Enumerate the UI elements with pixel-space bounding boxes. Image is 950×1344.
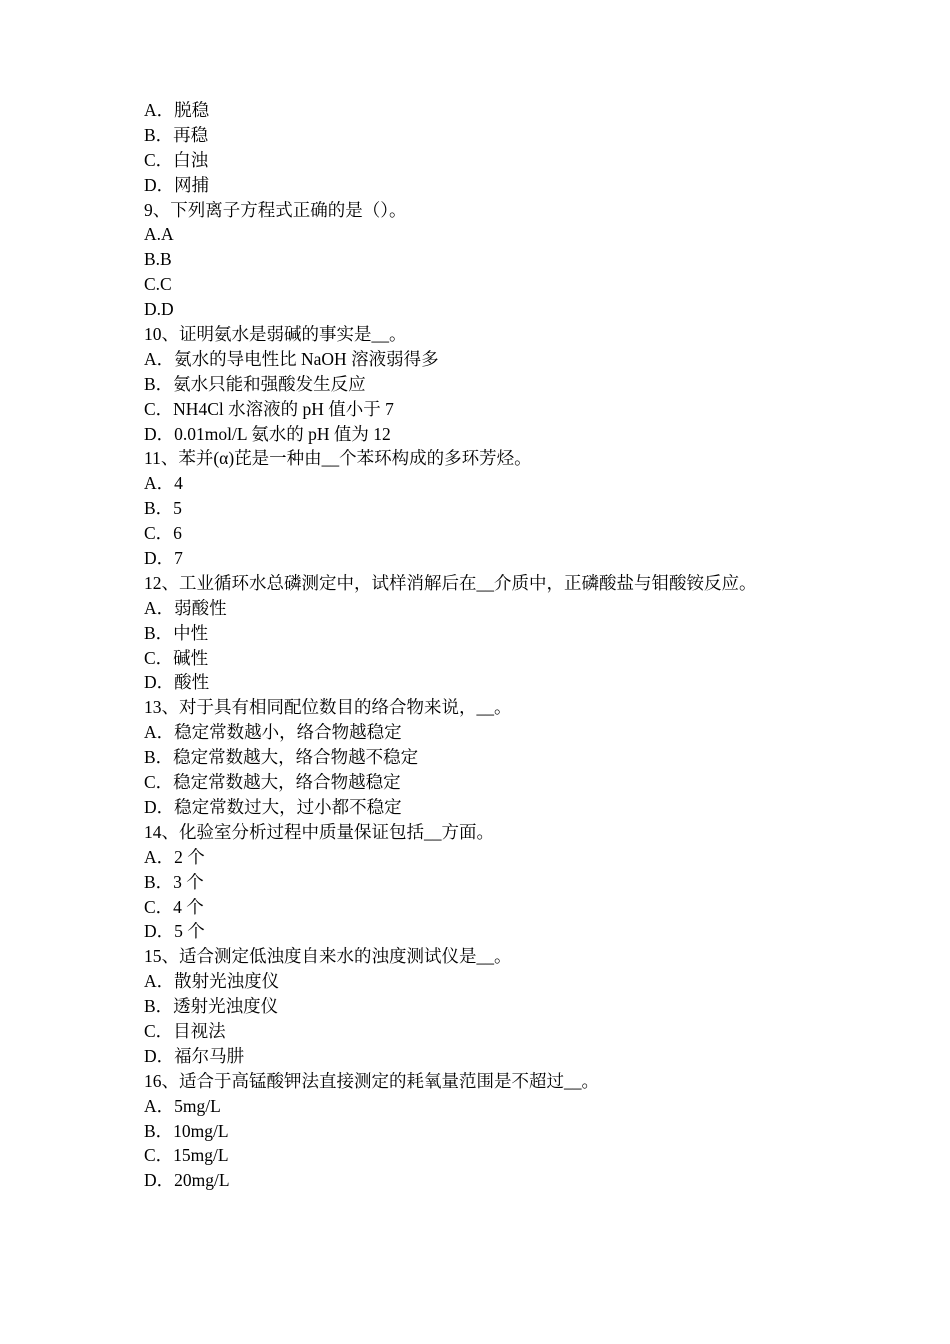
document-body [144, 98, 904, 1193]
option-line: A．弱酸性 [144, 597, 227, 618]
option-line: D．0.01mol/L 氨水的 pH 值为 12 [144, 423, 391, 444]
question-line: 9、下列离子方程式正确的是（）。 [144, 199, 407, 220]
option-line: D．5 个 [144, 921, 205, 942]
option-line: B．再稳 [144, 124, 209, 145]
question-line: 15、适合测定低浊度自来水的浊度测试仪是__。 [144, 946, 512, 967]
option-line: C．稳定常数越大，络合物越稳定 [144, 772, 401, 793]
option-line: B．透射光浊度仪 [144, 996, 279, 1017]
option-line: C．碱性 [144, 647, 209, 668]
option-line: A．氨水的导电性比 NaOH 溶液弱得多 [144, 348, 439, 369]
option-line: B．10mg/L [144, 1120, 229, 1141]
question-line: 14、化验室分析过程中质量保证包括__方面。 [144, 821, 494, 842]
option-line: C．6 [144, 523, 182, 544]
option-line: B．稳定常数越大，络合物越不稳定 [144, 747, 419, 768]
option-line: B．5 [144, 498, 182, 519]
option-line: B．中性 [144, 622, 209, 643]
option-line: C．NH4Cl 水溶液的 pH 值小于 7 [144, 398, 394, 419]
question-line: 11、苯并(α)芘是一种由__个苯环构成的多环芳烃。 [144, 448, 532, 469]
option-line: D．稳定常数过大，过小都不稳定 [144, 796, 402, 817]
option-line: A．稳定常数越小，络合物越稳定 [144, 722, 402, 743]
question-line: 16、适合于高锰酸钾法直接测定的耗氧量范围是不超过__。 [144, 1070, 599, 1091]
option-line: D．酸性 [144, 672, 210, 693]
question-line: 10、证明氨水是弱碱的事实是__。 [144, 324, 407, 345]
option-line: B．3 个 [144, 871, 204, 892]
option-line: A．2 个 [144, 846, 205, 867]
option-line: D．7 [144, 548, 183, 569]
option-line: C．白浊 [144, 149, 209, 170]
option-line: D.D [144, 299, 174, 320]
option-line: C．目视法 [144, 1020, 226, 1041]
option-line: A．脱稳 [144, 100, 210, 120]
question-line: 12、工业循环水总磷测定中，试样消解后在__介质中，正磷酸盐与钼酸铵反应。 [144, 572, 757, 593]
option-line: C．15mg/L [144, 1145, 229, 1166]
option-line: D．网捕 [144, 174, 210, 195]
option-line: C．4 个 [144, 896, 204, 917]
option-line: A．4 [144, 473, 183, 494]
option-line: B．氨水只能和强酸发生反应 [144, 373, 366, 394]
option-line: B.B [144, 249, 172, 270]
question-line: 13、对于具有相同配位数目的络合物来说，__。 [144, 697, 512, 718]
option-line: A．散射光浊度仪 [144, 971, 280, 992]
option-line: A.A [144, 224, 174, 245]
option-line: D．20mg/L [144, 1170, 230, 1191]
option-line: C.C [144, 274, 172, 295]
option-line: A．5mg/L [144, 1095, 221, 1116]
option-line: D．福尔马肼 [144, 1045, 245, 1066]
